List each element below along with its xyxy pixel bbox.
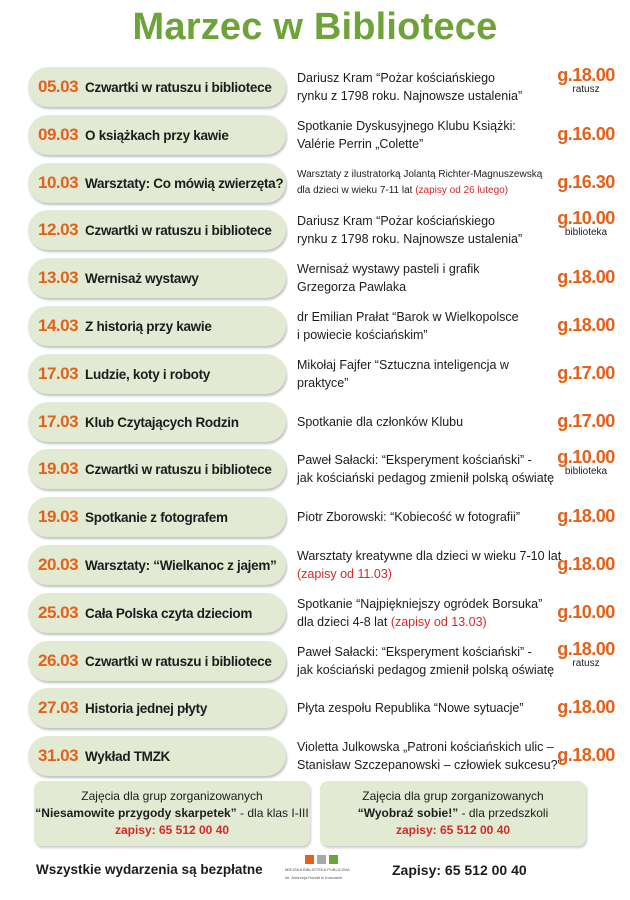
event-venue: biblioteka xyxy=(564,466,608,477)
event-description xyxy=(297,497,562,537)
event-hour: g.10.00 xyxy=(557,602,615,622)
event-row xyxy=(0,736,630,776)
event-pill xyxy=(28,163,286,203)
event-name: Historia jednej płyty xyxy=(85,700,208,716)
description-line xyxy=(297,69,562,87)
description-line xyxy=(297,167,562,183)
event-row xyxy=(0,497,630,537)
description-text: dla dzieci w wieku 7-11 lat xyxy=(297,185,416,196)
event-row xyxy=(0,641,630,681)
event-hour: g.16.30 xyxy=(557,172,615,192)
description-line xyxy=(297,595,562,613)
event-venue: ratusz xyxy=(572,658,600,669)
free-events-note: Wszystkie wydarzenia są bezpłatne xyxy=(36,862,263,877)
event-description xyxy=(297,306,562,346)
event-hour: g.18.00 xyxy=(557,267,615,287)
description-line xyxy=(297,278,562,296)
description-text: Płyta zespołu Republika “Nowe sytuacje” xyxy=(297,701,524,715)
description-line xyxy=(297,374,562,392)
event-time xyxy=(548,506,624,527)
description-text: Mikołaj Fajfer “Sztuczna inteligencja w xyxy=(297,358,509,372)
event-pill xyxy=(28,641,286,681)
event-date: 12.03 xyxy=(38,220,79,239)
event-row xyxy=(0,163,630,203)
description-line xyxy=(297,643,562,661)
signup-phone: Zapisy: 65 512 00 40 xyxy=(392,862,527,878)
description-text: Dariusz Kram “Pożar kościańskiego xyxy=(297,214,495,228)
description-line xyxy=(297,756,562,774)
logo-squares xyxy=(285,855,357,864)
description-line xyxy=(297,547,562,565)
event-hour: g.18.00 xyxy=(557,506,615,526)
event-date: 10.03 xyxy=(38,173,79,192)
event-description xyxy=(297,258,562,298)
event-name: Ludzie, koty i roboty xyxy=(85,366,211,382)
event-pill xyxy=(28,402,286,442)
description-line xyxy=(297,308,562,326)
description-text: Piotr Zborowski: “Kobiecość w fotografii” xyxy=(297,510,520,524)
description-line xyxy=(297,135,562,153)
page-title: Marzec w Bibliotece xyxy=(132,6,498,48)
logo-square-grey xyxy=(317,855,326,864)
event-row xyxy=(0,258,630,298)
event-date: 20.03 xyxy=(38,555,79,574)
event-description xyxy=(297,115,562,155)
group-box-contact: zapisy: 65 512 00 40 xyxy=(395,823,511,837)
event-description xyxy=(297,688,562,728)
event-hour: g.18.00 xyxy=(557,554,615,574)
description-line xyxy=(297,87,562,105)
description-line xyxy=(297,469,562,487)
description-text: jak kościański pedagog zmienił polską oświatę xyxy=(297,471,555,485)
group-box-title: “Niesamowite przygody skarpetek” xyxy=(35,806,237,820)
event-hour: g.18.00 xyxy=(557,65,615,85)
event-description xyxy=(297,545,562,585)
description-text: Spotkanie dla członków Klubu xyxy=(297,415,464,429)
description-line xyxy=(297,613,562,631)
group-activity-box-right xyxy=(320,781,586,846)
event-row xyxy=(0,402,630,442)
event-row xyxy=(0,545,630,585)
event-row xyxy=(0,115,630,155)
description-text: Paweł Sałacki: “Eksperyment kościański” - xyxy=(297,453,532,467)
event-time xyxy=(548,447,624,477)
event-time xyxy=(548,639,624,669)
description-text: dla dzieci 4-8 lat xyxy=(297,615,391,629)
event-date: 17.03 xyxy=(38,412,79,431)
event-description xyxy=(297,354,562,394)
description-text: Valérie Perrin „Colette” xyxy=(297,137,424,151)
group-box-intro: Zajęcia dla grup zorganizowanych xyxy=(81,789,263,803)
event-pill xyxy=(28,210,286,250)
event-time xyxy=(548,315,624,336)
event-hour: g.18.00 xyxy=(557,697,615,717)
event-time xyxy=(548,697,624,718)
event-pill xyxy=(28,688,286,728)
event-date: 09.03 xyxy=(38,125,79,144)
event-name: Czwartki w ratuszu i bibliotece xyxy=(85,222,272,238)
description-text: Grzegorza Pawlaka xyxy=(297,280,407,294)
description-text: rynku z 1798 roku. Najnowsze ustalenia” xyxy=(297,232,523,246)
logo-square-orange xyxy=(305,855,314,864)
logo-text-line1: MIEJSKA BIBLIOTEKA PUBLICZNA xyxy=(285,867,350,872)
event-time xyxy=(548,411,624,432)
event-date: 31.03 xyxy=(38,746,79,765)
event-row xyxy=(0,67,630,107)
event-pill xyxy=(28,449,286,489)
description-text: rynku z 1798 roku. Najnowsze ustalenia” xyxy=(297,89,523,103)
event-description xyxy=(297,67,562,107)
event-name: O książkach przy kawie xyxy=(85,127,229,143)
event-row xyxy=(0,688,630,728)
group-box-audience: - dla przedszkoli xyxy=(458,806,549,820)
event-pill xyxy=(28,67,286,107)
event-time xyxy=(548,554,624,575)
description-line xyxy=(297,699,562,717)
event-name: Wykład TMZK xyxy=(85,748,171,764)
event-name: Czwartki w ratuszu i bibliotece xyxy=(85,79,272,95)
event-description xyxy=(297,402,562,442)
description-line xyxy=(297,117,562,135)
description-line xyxy=(297,356,562,374)
event-description xyxy=(297,210,562,250)
event-venue: biblioteka xyxy=(564,227,608,238)
event-hour: g.18.00 xyxy=(557,639,615,659)
description-line xyxy=(297,661,562,679)
library-logo xyxy=(285,855,357,895)
event-time xyxy=(548,363,624,384)
logo-square-green xyxy=(329,855,338,864)
event-date: 19.03 xyxy=(38,459,79,478)
event-name: Wernisaż wystawy xyxy=(85,270,199,286)
event-name: Czwartki w ratuszu i bibliotece xyxy=(85,461,272,477)
event-date: 17.03 xyxy=(38,364,79,383)
event-description xyxy=(297,736,562,776)
description-text: jak kościański pedagog zmienił polską oświatę xyxy=(297,663,555,677)
signup-note: (zapisy od 11.03) xyxy=(297,567,392,581)
description-text: i powiecie kościańskim” xyxy=(297,328,428,342)
description-line xyxy=(297,451,562,469)
event-name: Warsztaty: Co mówią zwierzęta? xyxy=(85,175,284,191)
event-date: 19.03 xyxy=(38,507,79,526)
description-text: Spotkanie Dyskusyjnego Klubu Książki: xyxy=(297,119,516,133)
event-row xyxy=(0,306,630,346)
description-line xyxy=(297,738,562,756)
description-text: Warsztaty kreatywne dla dzieci w wieku 7-10 lat xyxy=(297,549,562,563)
event-hour: g.10.00 xyxy=(557,447,615,467)
event-name: Cała Polska czyta dzieciom xyxy=(85,605,253,621)
description-line xyxy=(297,212,562,230)
event-name: Spotkanie z fotografem xyxy=(85,509,228,525)
description-text: Stanisław Szczepanowski – człowiek sukcesu?” xyxy=(297,758,562,772)
description-line xyxy=(297,183,562,199)
group-box-title: “Wyobraź sobie!” xyxy=(357,806,459,820)
signup-note: (zapisy od 26 lutego) xyxy=(415,185,509,196)
description-text: Warsztaty z ilustratorką Jolantą Richter-Magnuszewską xyxy=(297,169,543,180)
description-line xyxy=(297,413,562,431)
event-row xyxy=(0,354,630,394)
event-pill xyxy=(28,258,286,298)
event-pill xyxy=(28,497,286,537)
event-name: Czwartki w ratuszu i bibliotece xyxy=(85,653,272,669)
event-date: 26.03 xyxy=(38,651,79,670)
event-venue: ratusz xyxy=(572,84,600,95)
description-text: Violetta Julkowska „Patroni kościańskich ulic – xyxy=(297,740,554,754)
group-box-audience: - dla klas I-III xyxy=(236,806,309,820)
event-pill xyxy=(28,545,286,585)
group-box-intro: Zajęcia dla grup zorganizowanych xyxy=(362,789,544,803)
event-date: 05.03 xyxy=(38,77,79,96)
event-name: Warsztaty: “Wielkanoc z jajem” xyxy=(85,557,277,573)
description-text: dr Emilian Prałat “Barok w Wielkopolsce xyxy=(297,310,519,324)
event-hour: g.18.00 xyxy=(557,315,615,335)
event-pill xyxy=(28,593,286,633)
event-time xyxy=(548,124,624,145)
event-date: 13.03 xyxy=(38,268,79,287)
event-hour: g.16.00 xyxy=(557,124,615,144)
description-line xyxy=(297,565,562,583)
description-line xyxy=(297,230,562,248)
event-name: Z historią przy kawie xyxy=(85,318,212,334)
event-date: 25.03 xyxy=(38,603,79,622)
group-activity-box-left xyxy=(34,781,310,846)
logo-text-line2: im. Andrzeja Horstā w Kościanie xyxy=(285,875,343,880)
signup-note: (zapisy od 13.03) xyxy=(390,615,487,629)
event-name: Klub Czytających Rodzin xyxy=(85,414,239,430)
description-text: Paweł Sałacki: “Eksperyment kościański” - xyxy=(297,645,532,659)
event-hour: g.10.00 xyxy=(557,208,615,228)
description-line xyxy=(297,326,562,344)
event-row xyxy=(0,449,630,489)
event-time xyxy=(548,745,624,766)
event-description xyxy=(297,163,562,203)
event-hour: g.17.00 xyxy=(557,363,615,383)
description-text: Dariusz Kram “Pożar kościańskiego xyxy=(297,71,495,85)
event-pill xyxy=(28,736,286,776)
description-text: praktyce” xyxy=(297,376,349,390)
description-line xyxy=(297,260,562,278)
event-description xyxy=(297,641,562,681)
group-box-contact: zapisy: 65 512 00 40 xyxy=(114,823,230,837)
description-text: Wernisaż wystawy pasteli i grafik xyxy=(297,262,480,276)
event-row xyxy=(0,593,630,633)
event-time xyxy=(548,602,624,623)
event-time xyxy=(548,208,624,238)
event-date: 27.03 xyxy=(38,698,79,717)
event-hour: g.18.00 xyxy=(557,745,615,765)
event-date: 14.03 xyxy=(38,316,79,335)
event-description xyxy=(297,449,562,489)
description-text: Spotkanie “Najpiękniejszy ogródek Borsuka” xyxy=(297,597,543,611)
event-time xyxy=(548,267,624,288)
event-time xyxy=(548,172,624,193)
event-row xyxy=(0,210,630,250)
event-pill xyxy=(28,306,286,346)
event-time xyxy=(548,65,624,95)
event-pill xyxy=(28,354,286,394)
event-hour: g.17.00 xyxy=(557,411,615,431)
event-pill xyxy=(28,115,286,155)
description-line xyxy=(297,508,562,526)
event-description xyxy=(297,593,562,633)
